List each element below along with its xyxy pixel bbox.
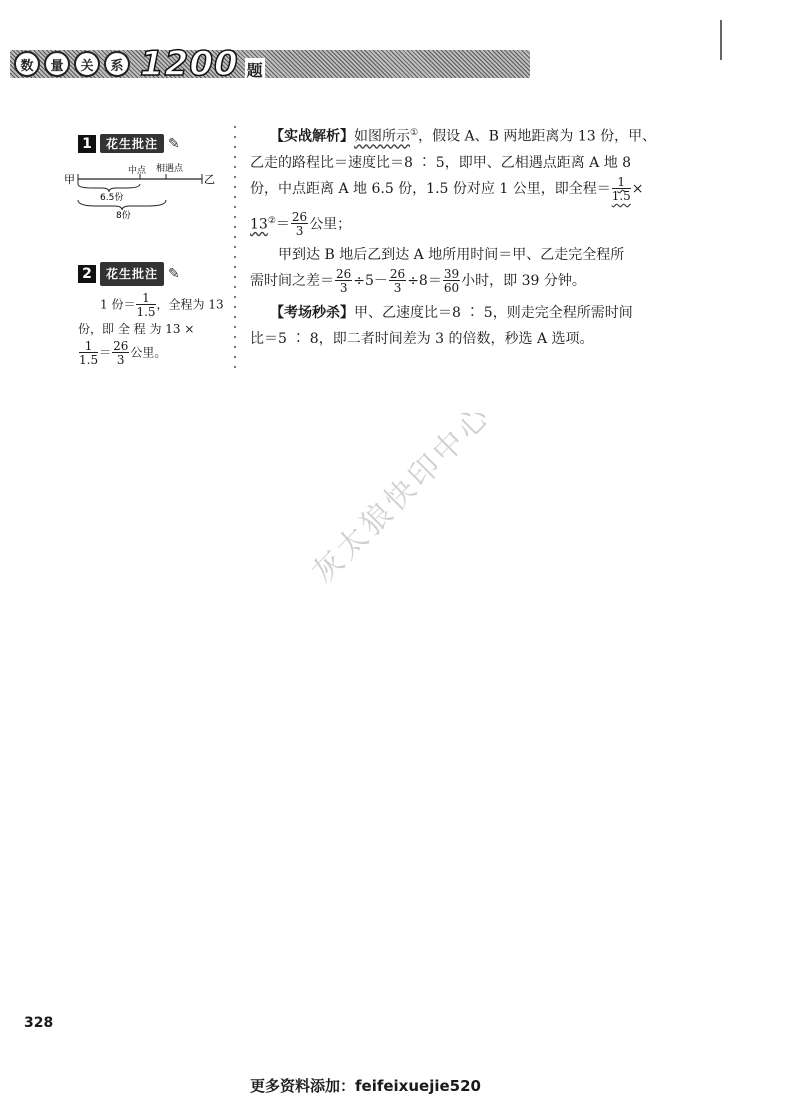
text: 需时间之差＝ — [250, 272, 334, 289]
denominator: 3 — [393, 280, 402, 295]
numerator: 1 — [612, 176, 631, 189]
fraction — [612, 176, 631, 202]
brace-label-8: 8份 — [116, 211, 131, 220]
note-2-line — [78, 292, 223, 318]
brace-label-6-5: 6.5份 — [100, 193, 124, 203]
meet-label: 相遇点 — [156, 164, 184, 174]
text: 13 — [250, 216, 268, 233]
text: ，全程为 13 — [156, 297, 224, 312]
note-number: 1 — [78, 135, 96, 153]
book-title — [14, 44, 265, 84]
analysis-line — [250, 120, 670, 150]
mid-label: 中点 — [128, 166, 147, 176]
denominator: 3 — [116, 353, 125, 367]
title-char: 系 — [104, 51, 130, 77]
main-solution — [250, 120, 670, 352]
text: 1 份＝ — [100, 297, 136, 312]
analysis-line — [250, 268, 670, 300]
quick-line: 比＝5 ∶ 8，即二者时间差为 3 的倍数，秒选 A 选项。 — [250, 330, 594, 347]
text: ，假设 A、B 两地距离为 13 份，甲、 — [418, 128, 657, 145]
text: 如图所示 — [354, 128, 410, 145]
denominator: 1.5 — [79, 353, 99, 367]
title-char: 关 — [74, 51, 100, 77]
note-2-line: 份，即 全 程 为 13 × — [78, 322, 195, 336]
analysis-line — [250, 176, 670, 208]
numerator: 26 — [389, 266, 406, 281]
quick-label: 【考场秒杀】 — [270, 304, 354, 321]
text: ÷5－ — [353, 272, 388, 289]
denominator: 3 — [339, 280, 348, 295]
title-number: 1200 — [140, 44, 239, 84]
note-2-line — [78, 340, 223, 366]
numerator: 26 — [113, 339, 129, 353]
pen-icon: ✎ — [168, 135, 180, 152]
denominator: 1.5 — [611, 188, 631, 203]
note-title: 花生批注 — [100, 262, 164, 286]
quick-line — [250, 300, 670, 326]
numerator: 1 — [79, 340, 98, 353]
fraction — [335, 268, 352, 294]
page-number: 328 — [24, 1015, 54, 1031]
text: ＝ — [99, 345, 112, 360]
fraction — [443, 268, 460, 294]
title-suffix: 题 — [245, 58, 265, 81]
analysis-line: 乙走的路程比＝速度比＝8 ∶ 5，即甲、乙相遇点距离 A 地 8 — [250, 154, 632, 171]
numerator: 26 — [336, 266, 352, 281]
column-divider — [230, 122, 240, 372]
point-yi: 乙 — [204, 173, 215, 186]
distance-diagram — [62, 160, 222, 220]
numerator: 1 — [136, 292, 155, 305]
fraction — [112, 340, 129, 366]
decorative-bar — [720, 20, 722, 60]
text: 甲、乙速度比＝8 ∶ 5，则走完全程所需时间 — [354, 304, 633, 321]
fraction — [291, 211, 308, 237]
analysis-line — [250, 208, 670, 242]
note-2 — [78, 262, 223, 366]
annotation-mark: ② — [267, 215, 276, 226]
text: 份，中点距离 A 地 6.5 份，1.5 份对应 1 公里，即全程＝ — [250, 180, 611, 197]
analysis-line: 甲到达 B 地后乙到达 A 地所用时间＝甲、乙走完全程所 — [278, 246, 625, 263]
fraction — [389, 268, 406, 294]
fraction — [79, 340, 98, 366]
fraction — [136, 292, 155, 318]
text: 小时，即 39 分钟。 — [461, 272, 586, 289]
pen-icon: ✎ — [168, 266, 180, 282]
text: ÷8＝ — [407, 272, 442, 289]
numerator: 26 — [291, 210, 308, 225]
title-char: 数 — [14, 51, 40, 77]
note-title: 花生批注 — [100, 134, 164, 153]
brace-6-5 — [78, 184, 140, 192]
title-char: 量 — [44, 51, 70, 77]
denominator: 1.5 — [136, 305, 156, 319]
text: × — [631, 180, 644, 197]
annotation-mark: ① — [410, 128, 419, 138]
numerator: 39 — [443, 266, 460, 281]
point-jia: 甲 — [64, 173, 75, 186]
text: 公里； — [309, 216, 352, 233]
denominator: 3 — [295, 224, 304, 239]
watermark: 灰太狼快印中心 — [305, 397, 499, 591]
note-1 — [78, 134, 180, 153]
analysis-label: 【实战解析】 — [270, 128, 354, 145]
text: 公里。 — [130, 345, 167, 360]
denominator: 60 — [443, 280, 460, 295]
note-number: 2 — [78, 265, 96, 283]
footer-note: 更多资料添加：feifeixuejie520 — [250, 1077, 481, 1095]
text: ＝ — [275, 216, 290, 233]
